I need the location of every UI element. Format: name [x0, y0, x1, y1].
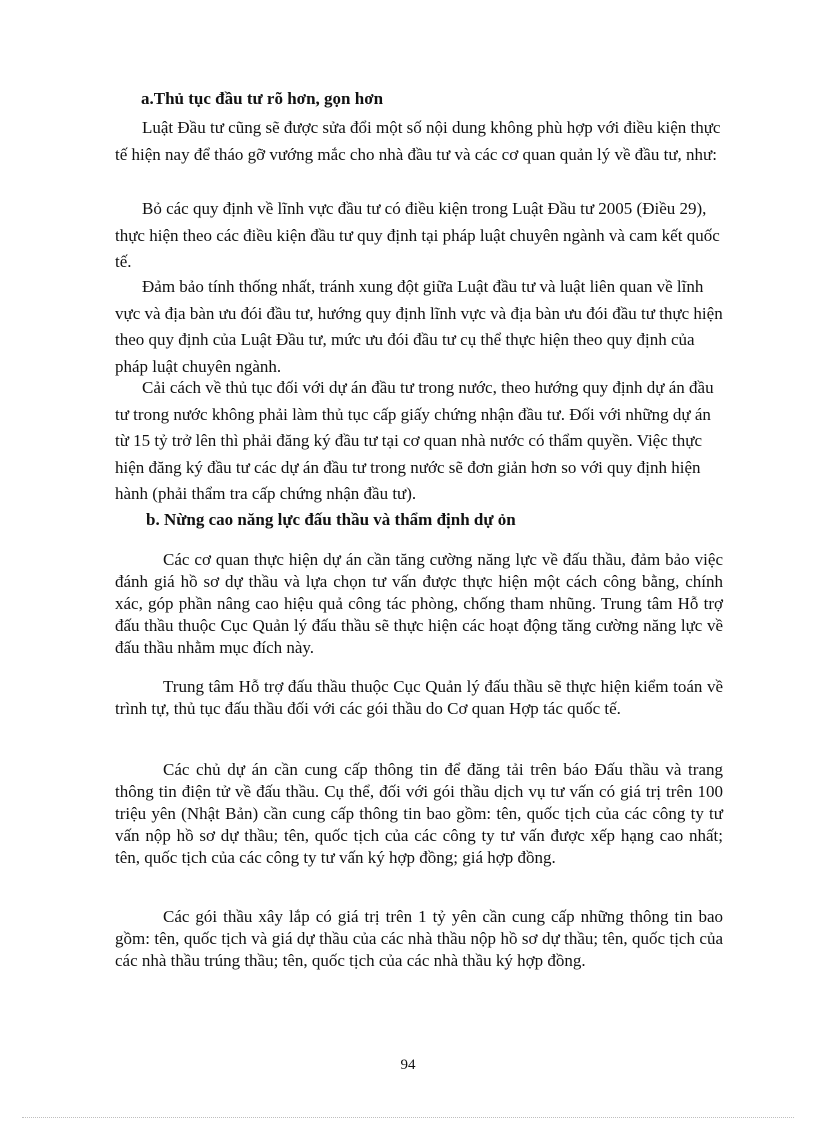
section-b-paragraph-2: Trung tâm Hỗ trợ đấu thầu thuộc Cục Quản lý đấu thầu sẽ thực hiện kiểm toán về trình tự, thủ tục đấu thầu đối với các gói thầu do Cơ quan Hợp tác quốc tế.: [115, 677, 723, 718]
page-number: 94: [400, 1057, 416, 1073]
section-a-paragraph-1: Luật Đầu tư cũng sẽ được sửa đổi một số nội dung không phù hợp với điều kiện thực tế hiện nay để tháo gỡ vướng mắc cho nhà đầu tư và các cơ quan quản lý về đầu tư, như:: [115, 118, 721, 164]
section-a-paragraph-2: Bỏ các quy định về lĩnh vực đầu tư có điều kiện trong Luật Đầu tư 2005 (Điều 29), thực hiện theo các điều kiện đầu tư quy định tại pháp luật chuyên ngành và cam kết quốc tế.: [115, 199, 720, 271]
section-b-heading: b. Nừng cao năng lực đấu thầu và thẩm định dự ỏn: [146, 510, 516, 529]
page-bottom-divider: [22, 1117, 794, 1118]
section-b-paragraph-3: Các chủ dự án cần cung cấp thông tin để đăng tải trên báo Đấu thầu và trang thông tin điện tử về đấu thầu. Cụ thể, đối với gói thầu dịch vụ tư vấn có giá trị trên 100 triệu yên (Nhật Bản) cần cung cấp thông tin bao gồm: tên, quốc tịch của các công ty tư vấn nộp hồ sơ dự thầu; tên, quốc tịch của các công ty tư vấn được xếp hạng cao nhất; tên, quốc tịch của các công ty tư vấn ký hợp đồng; giá hợp đồng.: [115, 760, 723, 867]
section-a-paragraph-4: Cải cách về thủ tục đối với dự án đầu tư trong nước, theo hướng quy định dự án đầu tư trong nước không phải làm thủ tục cấp giấy chứng nhận đầu tư. Đối với những dự án từ 15 tỷ trở lên thì phải đăng ký đầu tư tại cơ quan nhà nước có thẩm quyền. Việc thực hiện đăng ký đầu tư các dự án đầu tư trong nước sẽ đơn giản hơn so với quy định hiện hành (phải thẩm tra cấp chứng nhận đầu tư).: [115, 378, 714, 503]
section-a-paragraph-3: Đảm bảo tính thống nhất, tránh xung đột giữa Luật đầu tư và luật liên quan về lĩnh vực và địa bàn ưu đói đầu tư, hướng quy định lĩnh vực và địa bàn ưu đói đầu tư thực hiện theo quy định của Luật Đầu tư, mức ưu đói đầu tư cụ thể thực hiện theo quy định của pháp luật chuyên ngành.: [115, 277, 723, 376]
section-b-paragraph-4: Các gói thầu xây lắp có giá trị trên 1 tỷ yên cần cung cấp những thông tin bao gồm: tên, quốc tịch và giá dự thầu của các nhà thầu nộp hồ sơ dự thầu; tên, quốc tịch của các nhà thầu trúng thầu; tên, quốc tịch của các nhà thầu ký hợp đồng.: [115, 907, 723, 970]
section-b-paragraph-1: Các cơ quan thực hiện dự án cần tăng cường năng lực về đấu thầu, đảm bảo việc đánh giá hồ sơ dự thầu và lựa chọn tư vấn được thực hiện một cách công bằng, chính xác, góp phần nâng cao hiệu quả công tác phòng, chống tham nhũng. Trung tâm Hỗ trợ đấu thầu thuộc Cục Quản lý đấu thầu sẽ thực hiện các hoạt động tăng cường năng lực về đấu thầu nhằm mục đích này.: [115, 550, 723, 657]
section-a-heading: a.Thủ tục đầu tư rõ hơn, gọn hơn: [141, 89, 384, 108]
